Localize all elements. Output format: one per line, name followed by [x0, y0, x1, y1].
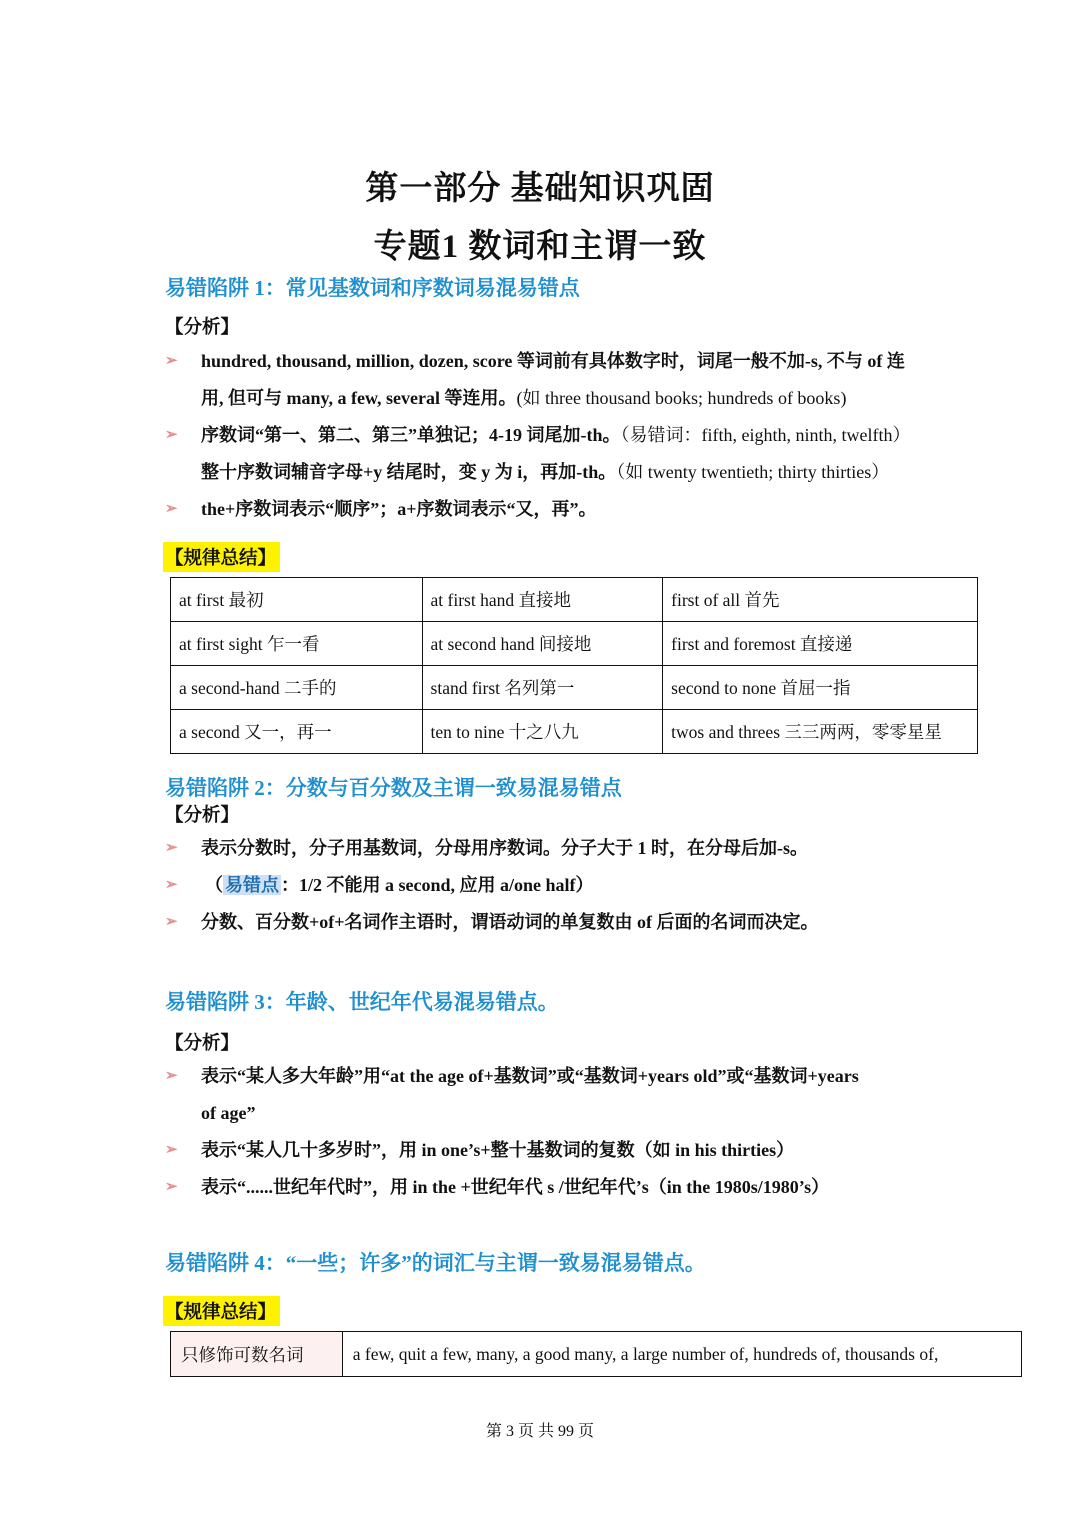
section-1-summary-label: 【规律总结】	[163, 542, 280, 572]
bullet-arrow-icon: ➢	[165, 353, 178, 369]
bullet-line: of age”	[201, 1103, 256, 1123]
table-cell: ten to nine 十之八九	[422, 710, 663, 754]
bullet-line: 表示“某人多大年龄”用“at the age of+基数词”或“基数词+years old”或“基数词+years	[201, 1066, 859, 1086]
bullet-line: 序数词“第一、第二、第三”单独记；4-19 词尾加-th。（易错词：fifth, eighth, ninth, twelfth）	[201, 425, 911, 445]
section-3-heading: 易错陷阱 3：年龄、世纪年代易混易错点。	[165, 990, 559, 1014]
bullet-line: （ 易错点 ：1/2 不能用 a second, 应用 a/one half）	[205, 875, 594, 895]
table-cell: first of all 首先	[663, 578, 978, 622]
section-2-heading: 易错陷阱 2：分数与百分数及主谓一致易混易错点	[165, 776, 622, 800]
topic-title: 专题1 数词和主谓一致	[373, 229, 707, 265]
table-cell: first and foremost 直接递	[663, 622, 978, 666]
bullet-arrow-icon: ➢	[165, 427, 178, 443]
table-row	[171, 622, 978, 666]
table-cell: at first 最初	[171, 578, 423, 622]
bullet-line: 用, 但可与 many, a few, several 等连用。(如 three thousand books; hundreds of books)	[201, 388, 847, 408]
table-cell: a second 又一，再一	[171, 710, 423, 754]
table-row	[171, 1332, 1022, 1377]
bullet-line: the+序数词表示“顺序”；a+序数词表示“又，再”。	[201, 499, 597, 519]
table-row	[171, 710, 978, 754]
bullet-line: 分数、百分数+of+名词作主语时，谓语动词的单复数由 of 后面的名词而决定。	[201, 912, 819, 932]
table-cell: a second-hand 二手的	[171, 666, 423, 710]
table-row	[171, 666, 978, 710]
bullet-arrow-icon: ➢	[165, 877, 178, 893]
bullet-line: 表示“某人几十多岁时”，用 in one’s+整十基数词的复数（如 in his thirties）	[201, 1140, 795, 1160]
table-cell: a few, quit a few, many, a good many, a large number of, hundreds of, thousands of,	[342, 1332, 1021, 1377]
bullet-arrow-icon: ➢	[165, 1068, 178, 1084]
table-cell: at first hand 直接地	[422, 578, 663, 622]
section-2-analysis-label: 【分析】	[165, 806, 240, 826]
section-4-heading: 易错陷阱 4：“一些；许多”的词汇与主谓一致易混易错点。	[165, 1251, 706, 1275]
table-cell: stand first 名列第一	[422, 666, 663, 710]
page-footer: 第 3 页 共 99 页	[485, 1423, 594, 1440]
section-1-analysis-label: 【分析】	[165, 318, 240, 338]
bullet-arrow-icon: ➢	[165, 1179, 178, 1195]
highlighted-term: 易错点	[225, 875, 279, 895]
bullet-line: 整十序数词辅音字母+y 结尾时，变 y 为 i，再加-th。（如 twenty twentieth; thirty thirties）	[201, 462, 890, 482]
table-row	[171, 578, 978, 622]
summary-table-2	[170, 1331, 1022, 1377]
table-cell: twos and threes 三三两两，零零星星	[663, 710, 978, 754]
bullet-arrow-icon: ➢	[165, 1142, 178, 1158]
bullet-arrow-icon: ➢	[165, 914, 178, 930]
bullet-arrow-icon: ➢	[165, 501, 178, 517]
table-cell: 只修饰可数名词	[171, 1332, 343, 1377]
bullet-arrow-icon: ➢	[165, 840, 178, 856]
section-1-heading: 易错陷阱 1：常见基数词和序数词易混易错点	[165, 276, 580, 300]
table-cell: second to none 首屈一指	[663, 666, 978, 710]
table-cell: at second hand 间接地	[422, 622, 663, 666]
part-title: 第一部分 基础知识巩固	[365, 171, 715, 207]
section-3-analysis-label: 【分析】	[165, 1034, 240, 1054]
bullet-line: hundred, thousand, million, dozen, score 等词前有具体数字时，词尾一般不加-s, 不与 of 连	[201, 351, 905, 371]
bullet-line: 表示分数时，分子用基数词，分母用序数词。分子大于 1 时，在分母后加-s。	[201, 838, 808, 858]
summary-table-1	[170, 577, 978, 754]
section-4-summary-label: 【规律总结】	[163, 1296, 280, 1326]
bullet-line: 表示“......世纪年代时”，用 in the +世纪年代 s /世纪年代’s（in the 1980s/1980’s）	[201, 1177, 830, 1197]
table-cell: at first sight 乍一看	[171, 622, 423, 666]
